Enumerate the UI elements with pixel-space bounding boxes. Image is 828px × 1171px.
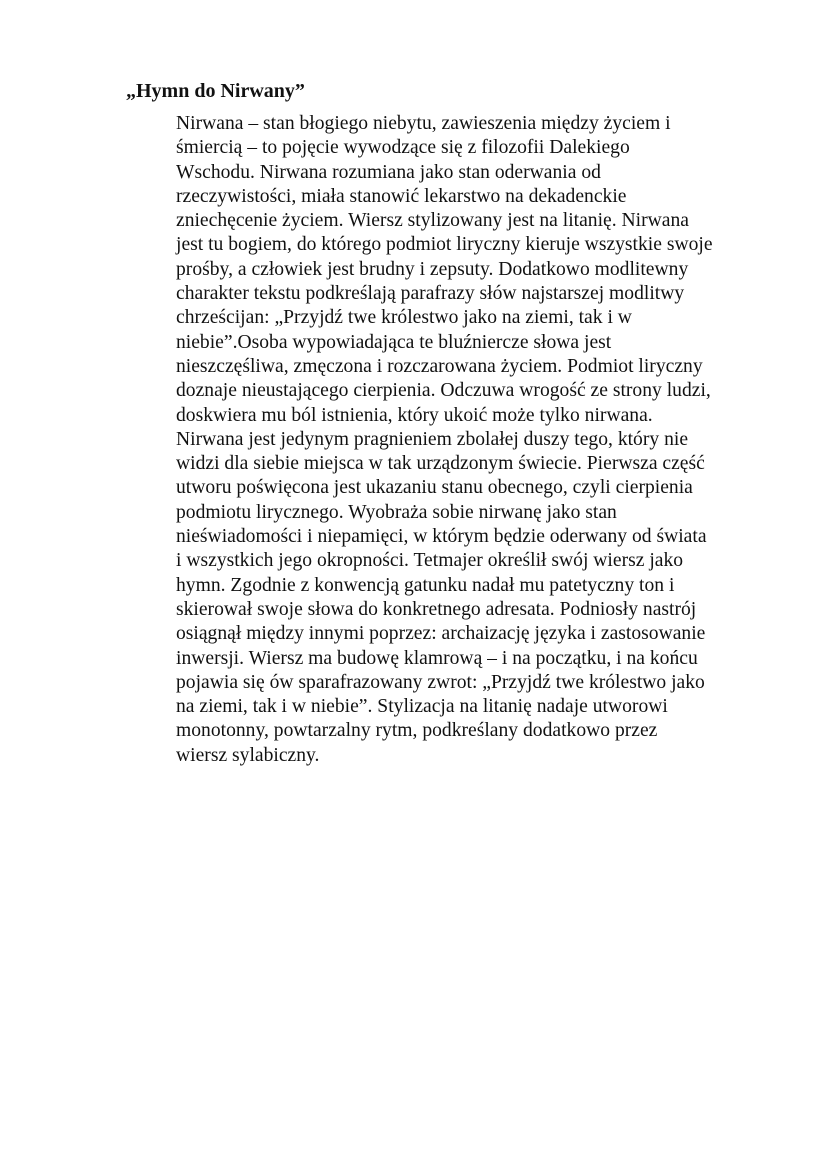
body-line: pojawia się ów sparafrazowany zwrot: „Przyjdź twe królestwo jako xyxy=(176,671,705,693)
body-line: doznaje nieustającego cierpienia. Odczuwa wrogość ze strony ludzi, xyxy=(176,380,711,402)
body-line: monotonny, powtarzalny rytm, podkreślany dodatkowo przez xyxy=(176,720,658,742)
body-line: utworu poświęcona jest ukazaniu stanu obecnego, czyli cierpienia xyxy=(176,477,693,499)
body-line: wiersz sylabiczny. xyxy=(176,744,320,766)
body-line: niebie”.Osoba wypowiadająca te bluźniercze słowa jest xyxy=(176,331,612,353)
body-line: podmiotu lirycznego. Wyobraża sobie nirwanę jako stan xyxy=(176,501,617,523)
body-line: nieświadomości i niepamięci, w którym będzie oderwany od świata xyxy=(176,526,707,548)
body-line: prośby, a człowiek jest brudny i zepsuty. Dodatkowo modlitewny xyxy=(176,258,689,280)
body-line: i wszystkich jego okropności. Tetmajer określił swój wiersz jako xyxy=(176,550,684,572)
body-line: zniechęcenie życiem. Wiersz stylizowany jest na litanię. Nirwana xyxy=(176,210,689,232)
body-line: śmiercią – to pojęcie wywodzące się z filozofii Dalekiego xyxy=(176,137,630,159)
body-line: Nirwana – stan błogiego niebytu, zawieszenia między życiem i xyxy=(176,113,671,134)
body-line: na ziemi, tak i w niebie”. Stylizacja na litanię nadaje utworowi xyxy=(176,696,668,718)
body-line: skierował swoje słowa do konkretnego adresata. Podniosły nastrój xyxy=(176,598,697,620)
body-line: Wschodu. Nirwana rozumiana jako stan oderwania od xyxy=(176,161,601,183)
body-line: chrześcijan: „Przyjdź twe królestwo jako na ziemi, tak i w xyxy=(176,307,632,329)
body-line: osiągnął między innymi poprzez: archaizację języka i zastosowanie xyxy=(176,623,706,645)
body-line: rzeczywistości, miała stanowić lekarstwo na dekadenckie xyxy=(176,185,627,207)
body-line: nieszczęśliwa, zmęczona i rozczarowana życiem. Podmiot liryczny xyxy=(176,355,703,377)
body-line: charakter tekstu podkreślają parafrazy słów najstarszej modlitwy xyxy=(176,283,685,305)
body-line: inwersji. Wiersz ma budowę klamrową – i na początku, i na końcu xyxy=(176,647,698,669)
body-line: widzi dla siebie miejsca w tak urządzonym świecie. Pierwsza część xyxy=(176,453,705,475)
body-line: hymn. Zgodnie z konwencją gatunku nadał mu patetyczny ton i xyxy=(176,574,675,596)
document-body xyxy=(176,112,776,768)
body-line: Nirwana jest jedynym pragnieniem zbolałej duszy tego, który nie xyxy=(176,428,689,450)
body-line: doskwiera mu ból istnienia, który ukoić może tylko nirwana. xyxy=(176,404,653,426)
body-line: jest tu bogiem, do którego podmiot liryczny kieruje wszystkie swoje xyxy=(176,234,713,256)
document-title: „Hymn do Nirwany” xyxy=(126,80,305,102)
